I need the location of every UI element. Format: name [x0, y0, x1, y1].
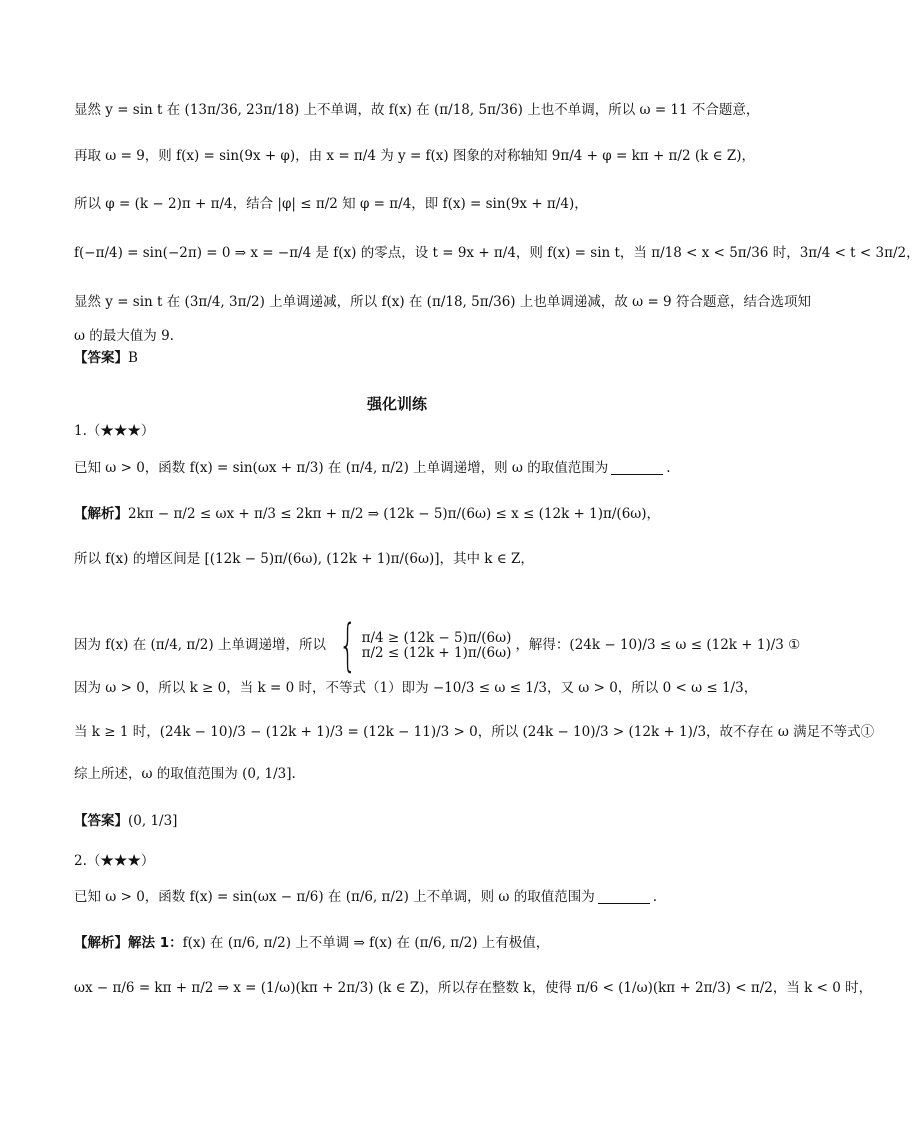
system-row-1: π/4 ≥ (12k − 5)π/(6ω): [361, 629, 512, 646]
question-2-text: [74, 891, 734, 905]
question-1-solution-line-4: 因为 ω > 0，所以 k ≥ 0，当 k = 0 时，不等式（1）即为 −10/3 ≤ ω ≤ 1/3，又 ω > 0，所以 0 < ω ≤ 1/3，: [74, 680, 758, 696]
system-row-2: π/2 ≤ (12k + 1)π/(6ω): [361, 645, 512, 661]
question-2-number: 2.（★★★）: [74, 853, 155, 869]
question-1-solution-line-6: 综上所述，ω 的取值范围为 (0, 1/3].: [74, 766, 296, 782]
answer-label: 【答案】: [74, 813, 128, 829]
question-1-statement: 已知 ω > 0，函数 f(x) = sin(ωx + π/3) 在 (π/4, π/2) 上单调递增，则 ω 的取值范围为: [74, 460, 609, 476]
question-2-period: .: [652, 889, 658, 905]
solution-line-5: 显然 y = sin t 在 (3π/4, 3π/2) 上单调递减，所以 f(x) 在 (π/18, 5π/36) 上也单调递减，故 ω = 9 符合题意，结合选项知: [74, 294, 811, 310]
answer-value: (0, 1/3]: [128, 813, 178, 829]
question-1-solution-line-2: 所以 f(x) 的增区间是 [(12k − 5)π/(6ω), (12k + 1)π/(6ω)]，其中 k ∈ Z，: [74, 551, 534, 567]
solution-label: 【解析】解法 1：: [74, 935, 183, 951]
answer-label: 【答案】: [74, 350, 128, 366]
question-1-solution-line-3: [74, 613, 801, 678]
line-3-result: ，解得：(24k − 10)/3 ≤ ω ≤ (12k + 1)/3 ①: [515, 637, 801, 654]
left-brace: {: [338, 613, 357, 678]
line-3-intro: 因为 f(x) 在 (π/4, π/2) 上单调递增，所以: [74, 637, 326, 654]
solution-text: f(x) 在 (π/6, π/2) 上不单调 ⇒ f(x) 在 (π/6, π/2) 上有极值，: [182, 935, 550, 951]
question-2-solution-line-2: ωx − π/6 = kπ + π/2 ⇒ x = (1/ω)(kπ + 2π/3) (k ∈ Z)，所以存在整数 k，使得 π/6 < (1/ω)(kπ + 2π/3) < π/2，当 k < 0 时，: [74, 980, 873, 996]
answer-blank: [611, 462, 663, 475]
question-1-number: 1.（★★★）: [74, 423, 155, 439]
solution-line-3: 所以 φ = (k − 2)π + π/4，结合 |φ| ≤ π/2 知 φ = π/4，即 f(x) = sin(9x + π/4)，: [74, 196, 588, 212]
answer-blank: [598, 891, 650, 904]
answer-row-2: [74, 815, 734, 829]
inequality-system: [330, 613, 512, 678]
question-2-solution-line-1: [74, 937, 734, 951]
question-1-solution-line-5: 当 k ≥ 1 时，(24k − 10)/3 − (12k + 1)/3 = (12k − 11)/3 > 0，所以 (24k − 10)/3 > (12k + 1)/3，故不存在 ω 满足不等式①: [74, 724, 875, 740]
solution-line-1: 显然 y = sin t 在 (13π/36, 23π/18) 上不单调，故 f(x) 在 (π/18, 5π/36) 上也不单调，所以 ω = 11 不合题意，: [74, 102, 760, 118]
question-1-solution-line-1: [74, 508, 734, 522]
question-2-statement: 已知 ω > 0，函数 f(x) = sin(ωx − π/6) 在 (π/6, π/2) 上不单调，则 ω 的取值范围为: [74, 889, 595, 905]
section-title: 强化训练: [366, 395, 427, 413]
solution-line-6: ω 的最大值为 9.: [74, 328, 174, 344]
question-1-period: .: [666, 460, 671, 476]
solution-line-4: f(−π/4) = sin(−2π) = 0 ⇒ x = −π/4 是 f(x) 的零点，设 t = 9x + π/4，则 f(x) = sin t，当 π/18 < x < 5π/36 时，3π/4 < t < 3π/2，: [74, 245, 920, 261]
solution-label: 【解析】: [74, 506, 128, 522]
answer-value: B: [128, 350, 138, 366]
solution-text: 2kπ − π/2 ≤ ωx + π/3 ≤ 2kπ + π/2 ⇒ (12k − 5)π/(6ω) ≤ x ≤ (12k + 1)π/(6ω)，: [128, 506, 661, 522]
answer-row-1: [74, 352, 734, 366]
question-1-text: [74, 462, 734, 476]
solution-line-2: 再取 ω = 9，则 f(x) = sin(9x + φ)，由 x = π/4 为 y = f(x) 图象的对称轴知 9π/4 + φ = kπ + π/2 (k ∈ Z)，: [74, 148, 756, 164]
